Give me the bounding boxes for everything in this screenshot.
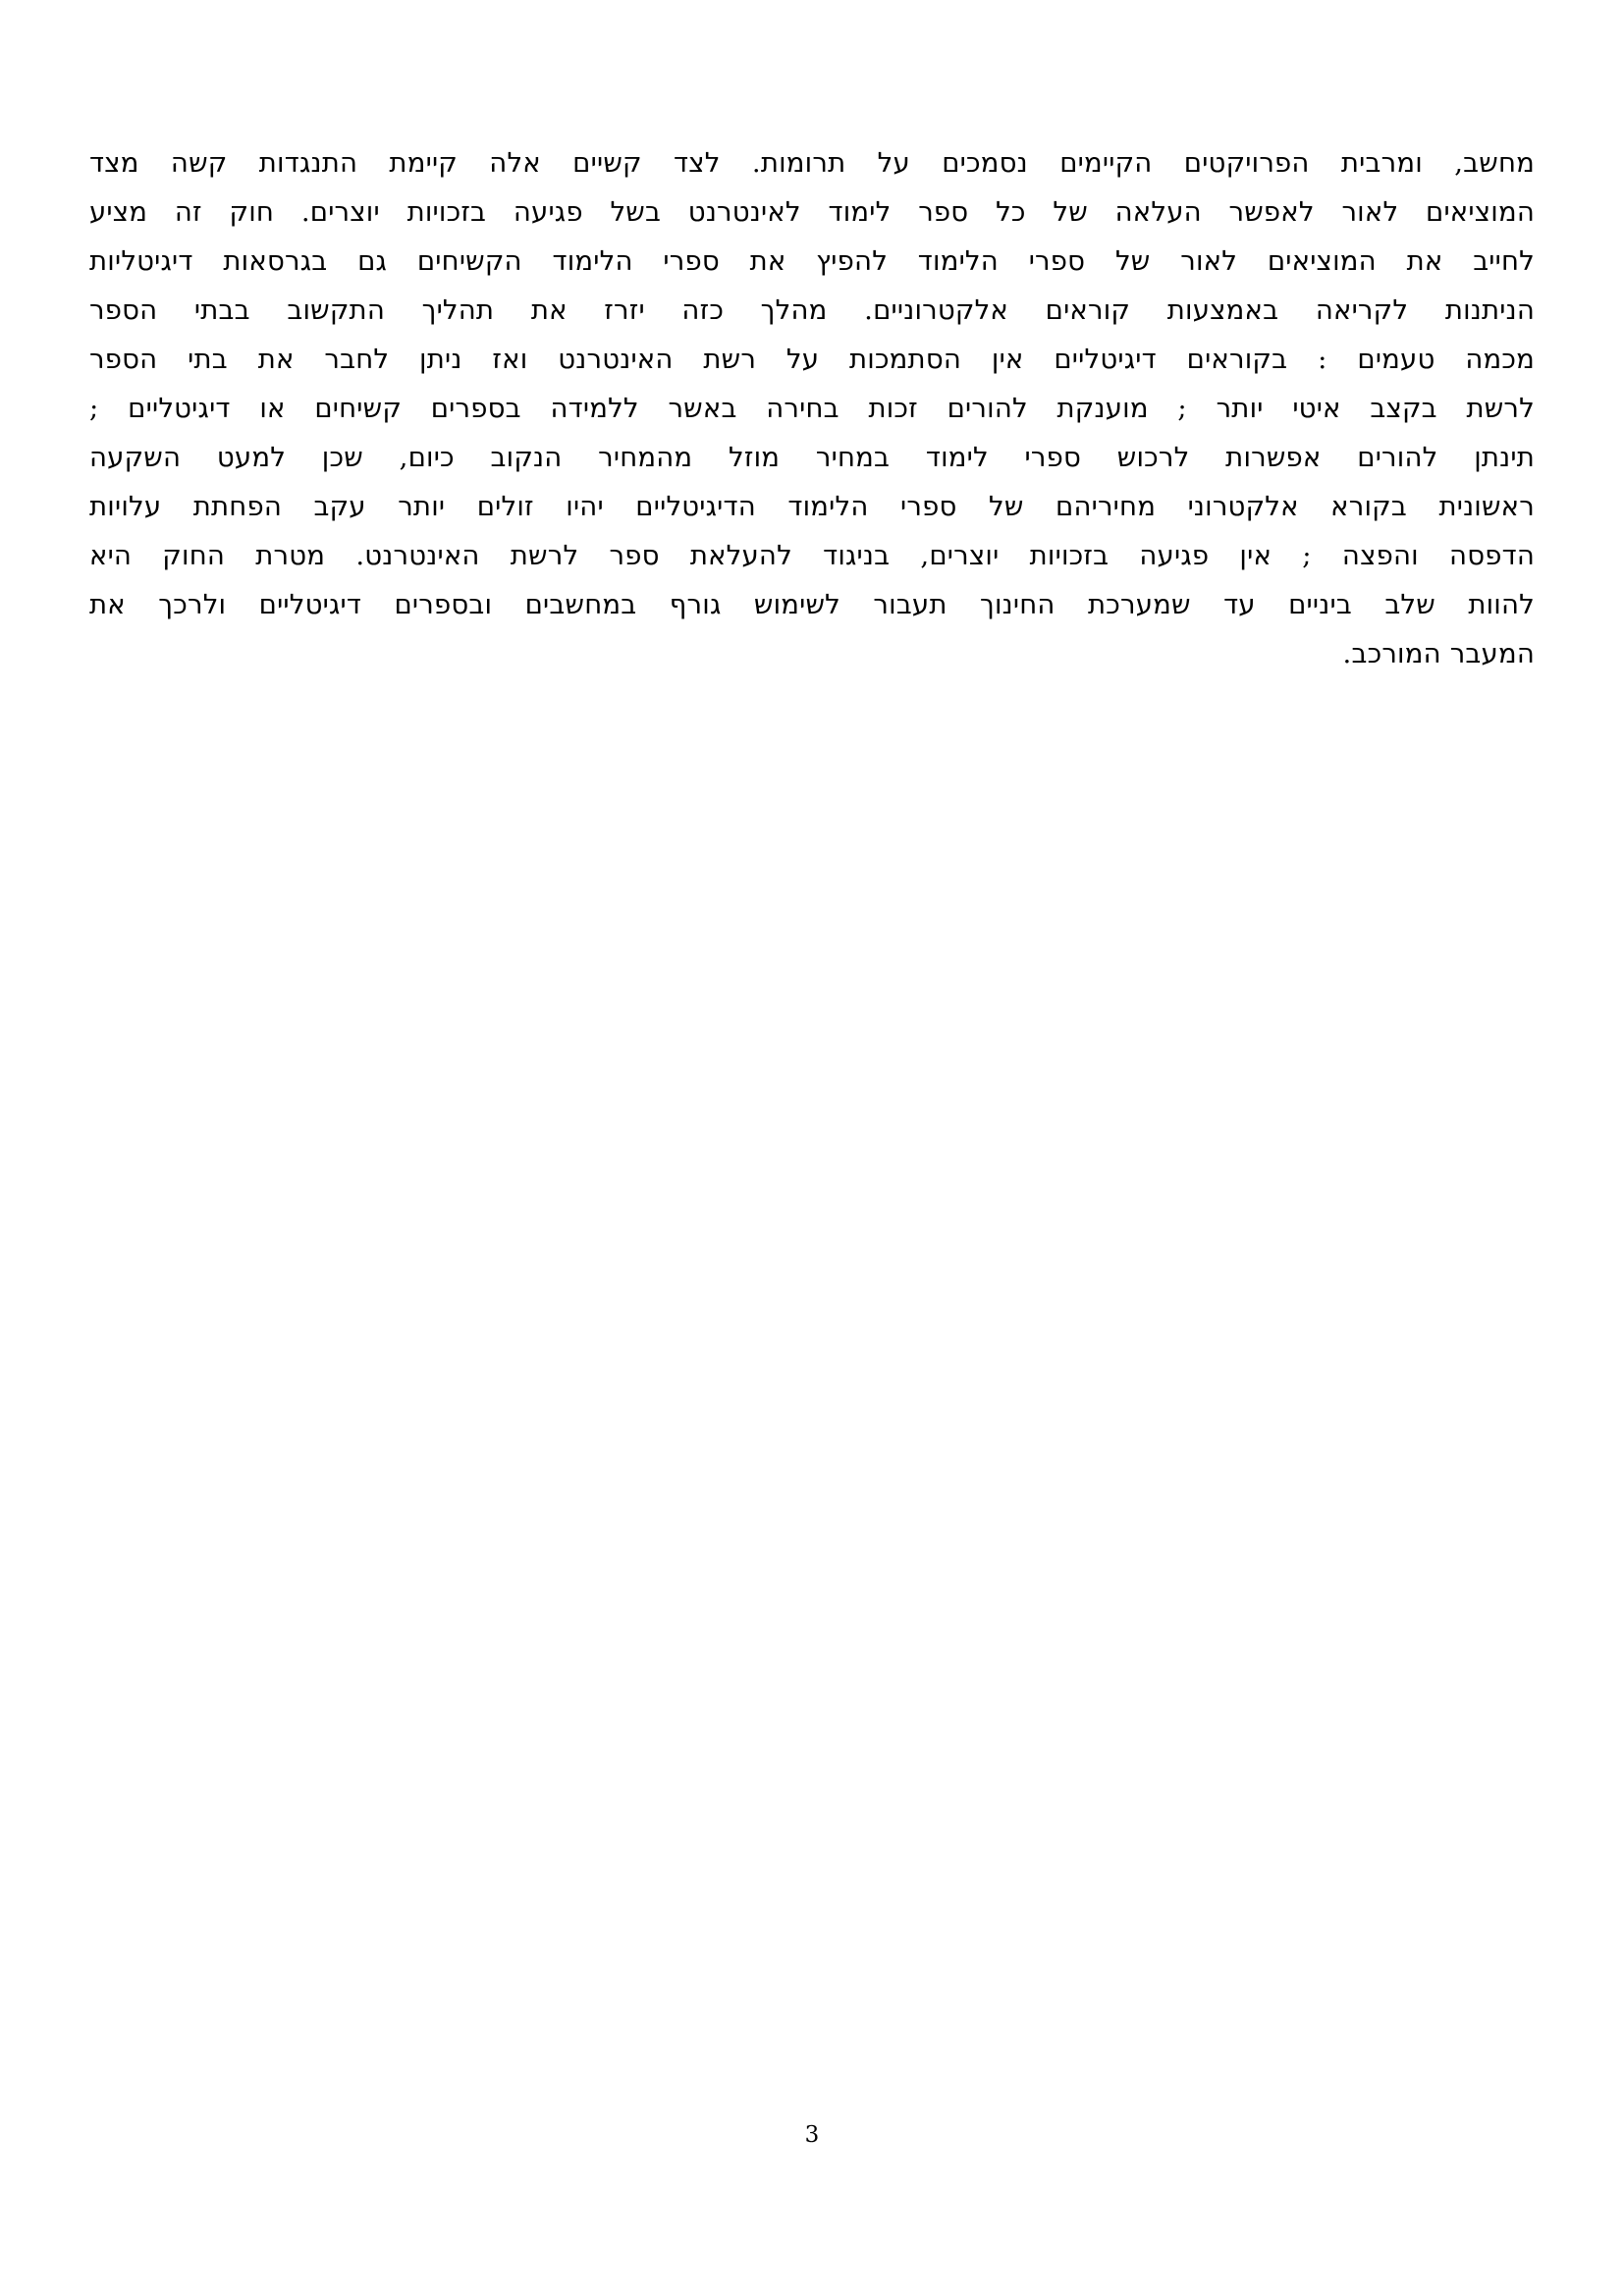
text-line: להוות שלב ביניים עד שמערכת החינוך תעבור לשימוש גורף במחשבים ובספרים דיגיטליים ולרכך את (89, 589, 1535, 620)
body-text-paragraph (89, 138, 1535, 678)
page-number: 3 (804, 2122, 820, 2148)
text-line-last: המעבר המורכב. (1342, 638, 1535, 669)
text-line: לרשת בקצב איטי יותר ; מוענקת להורים זכות בחירה באשר ללמידה בספרים קשיחים או דיגיטליים ; (89, 393, 1535, 424)
page-number-footer (0, 2120, 1624, 2150)
text-line: הדפסה והפצה ; אין פגיעה בזכויות יוצרים, בניגוד להעלאת ספר לרשת האינטרנט. מטרת החוק היא (89, 540, 1535, 571)
text-line: תינתן להורים אפשרות לרכוש ספרי לימוד במחיר מוזל מהמחיר הנקוב כיום, שכן למעט השקעה (89, 442, 1535, 473)
text-line: מכמה טעמים : בקוראים דיגיטליים אין הסתמכות על רשת האינטרנט ואז ניתן לחבר את בתי הספר (89, 344, 1535, 375)
text-line: הניתנות לקריאה באמצעות קוראים אלקטרוניים. מהלך כזה יזרז את תהליך התקשוב בבתי הספר (89, 294, 1535, 326)
text-line: לחייב את המוציאים לאור של ספרי הלימוד להפיץ את ספרי הלימוד הקשיחים גם בגרסאות דיגיטליות (89, 245, 1535, 277)
text-line: המוציאים לאור לאפשר העלאה של כל ספר לימוד לאינטרנט בשל פגיעה בזכויות יוצרים. חוק זה מציע (89, 196, 1535, 228)
text-line: מחשב, ומרבית הפרויקטים הקיימים נסמכים על תרומות. לצד קשיים אלה קיימת התנגדות קשה מצד (89, 147, 1535, 179)
text-line: ראשונית בקורא אלקטרוני מחיריהם של ספרי הלימוד הדיגיטליים יהיו זולים יותר עקב הפחתת עלויות (89, 491, 1535, 522)
